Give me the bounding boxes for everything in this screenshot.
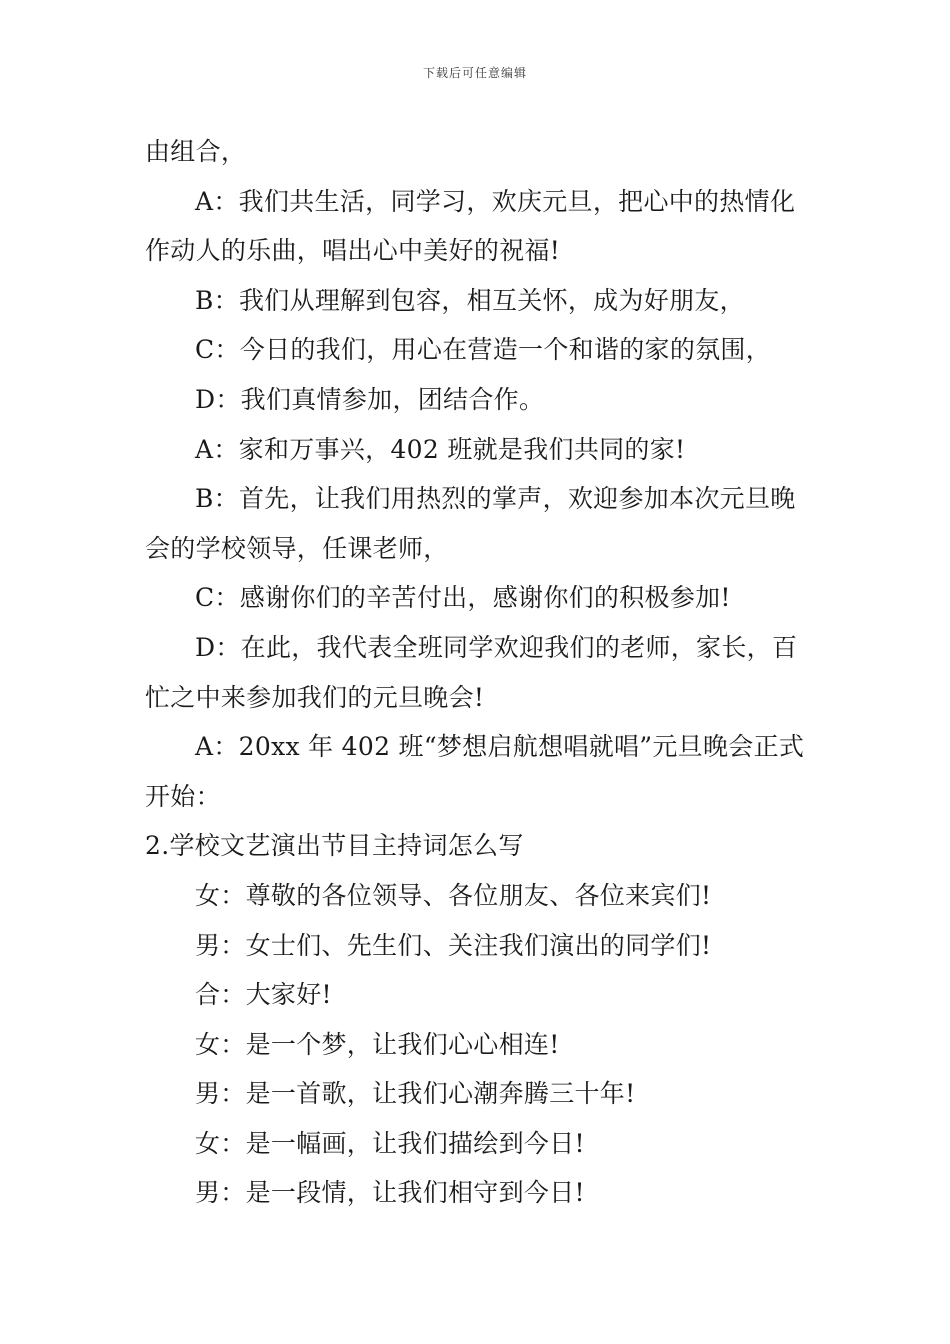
text-line: 男：女士们、先生们、关注我们演出的同学们! xyxy=(195,930,712,960)
text-line: 由组合， xyxy=(145,137,247,166)
text-line: A：20xx 年 402 班“梦想启航想唱就唱”元旦晚会正式 xyxy=(195,732,805,762)
text-line: 开始： xyxy=(145,781,221,811)
text-line: 男：是一段情，让我们相守到今日! xyxy=(195,1178,585,1208)
text-line: 女：是一幅画，让我们描绘到今日! xyxy=(195,1128,585,1158)
text-line: A：家和万事兴，402 班就是我们共同的家! xyxy=(195,434,686,464)
text-line: B：我们从理解到包容，相互关怀，成为好朋友， xyxy=(195,285,745,315)
text-line: A：我们共生活，同学习，欢庆元旦，把心中的热情化 xyxy=(195,186,796,216)
section-heading: 2.学校文艺演出节目主持词怎么写 xyxy=(145,831,524,861)
text-line: 男：是一首歌，让我们心潮奔腾三十年! xyxy=(195,1079,636,1109)
text-line: 作动人的乐曲，唱出心中美好的祝福! xyxy=(145,236,561,266)
page-header-note: 下载后可任意编辑 xyxy=(422,66,527,80)
text-line: C：感谢你们的辛苦付出，感谢你们的积极参加! xyxy=(195,583,731,613)
text-line: 女：尊敬的各位领导、各位朋友、各位来宾们! xyxy=(195,880,712,910)
text-line: B：首先，让我们用热烈的掌声，欢迎参加本次元旦晚 xyxy=(195,484,796,514)
text-line: D：在此，我代表全班同学欢迎我们的老师，家长，百 xyxy=(195,632,798,662)
text-line: 女：是一个梦，让我们心心相连! xyxy=(195,1029,560,1059)
text-line: D：我们真情参加，团结合作。 xyxy=(195,384,545,414)
text-line: 合：大家好! xyxy=(195,980,332,1010)
text-line: 会的学校领导，任课老师， xyxy=(145,533,449,563)
text-line: C：今日的我们，用心在营造一个和谐的家的氛围， xyxy=(195,335,772,365)
document-body xyxy=(145,127,815,1218)
text-line: 忙之中来参加我们的元旦晚会! xyxy=(145,682,485,712)
